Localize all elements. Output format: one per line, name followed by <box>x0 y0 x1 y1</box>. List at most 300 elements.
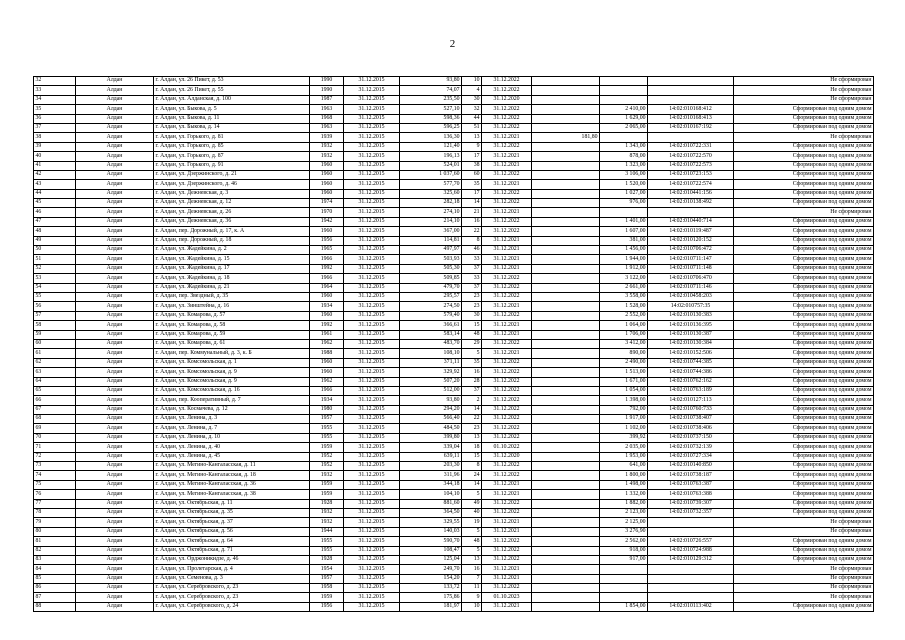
cost-cell: 917,00 <box>600 555 648 564</box>
land-status-cell: Не сформирован <box>734 95 874 104</box>
land-status-cell: Сформирован под одним домом <box>734 424 874 433</box>
cost-cell: 2 410,00 <box>600 105 648 114</box>
cost-cell: 878,00 <box>600 152 648 161</box>
date-cell: 31.12.2015 <box>344 527 400 536</box>
land-status-cell: Сформирован под одним домом <box>734 114 874 123</box>
deadline-cell: 31.12.2022 <box>482 217 532 226</box>
cost-cell: 792,00 <box>600 405 648 414</box>
cost-cell <box>600 565 648 574</box>
count-cell: 5 <box>462 546 482 555</box>
extra-value-cell: 181,80 <box>532 133 600 142</box>
cadastral-number-cell <box>648 133 734 142</box>
table-row <box>34 396 874 405</box>
count-cell: 5 <box>462 349 482 358</box>
row-number-cell: 63 <box>34 368 76 377</box>
address-cell: г. Алдан, ул. Октябрьская, д. 71 <box>154 546 310 555</box>
deadline-cell: 31.12.2022 <box>482 396 532 405</box>
date-cell: 31.12.2015 <box>344 330 400 339</box>
cadastral-number-cell <box>648 574 734 583</box>
table-row <box>34 424 874 433</box>
date-cell: 31.12.2015 <box>344 433 400 442</box>
count-cell: 37 <box>462 283 482 292</box>
row-number-cell: 77 <box>34 499 76 508</box>
date-cell: 31.12.2015 <box>344 452 400 461</box>
count-cell: 37 <box>462 264 482 273</box>
row-number-cell: 33 <box>34 86 76 95</box>
build-year-cell: 1960 <box>310 161 344 170</box>
city-cell: Алдан <box>76 377 154 386</box>
date-cell: 31.12.2015 <box>344 123 400 132</box>
date-cell: 31.12.2015 <box>344 415 400 424</box>
cadastral-number-cell: 14:02:010744:386 <box>648 368 734 377</box>
cadastral-number-cell: 14:02:010732:139 <box>648 443 734 452</box>
area-cell: 196,13 <box>400 152 462 161</box>
row-number-cell: 56 <box>34 302 76 311</box>
deadline-cell: 31.12.2021 <box>482 330 532 339</box>
count-cell: 14 <box>462 480 482 489</box>
build-year-cell: 1959 <box>310 593 344 602</box>
row-number-cell: 51 <box>34 255 76 264</box>
build-year-cell: 1944 <box>310 527 344 536</box>
table-row <box>34 227 874 236</box>
area-cell: 108,47 <box>400 546 462 555</box>
land-status-cell: Сформирован под одним домом <box>734 499 874 508</box>
date-cell: 31.12.2015 <box>344 349 400 358</box>
cost-cell: 2 562,00 <box>600 537 648 546</box>
extra-value-cell <box>532 415 600 424</box>
extra-value-cell <box>532 584 600 593</box>
city-cell: Алдан <box>76 471 154 480</box>
extra-value-cell <box>532 227 600 236</box>
city-cell: Алдан <box>76 405 154 414</box>
address-cell: г. Алдан, ул. Октябрьская, д. 56 <box>154 527 310 536</box>
area-cell: 596,25 <box>400 123 462 132</box>
city-cell: Алдан <box>76 433 154 442</box>
land-status-cell: Сформирован под одним домом <box>734 283 874 292</box>
land-status-cell: Не сформирован <box>734 574 874 583</box>
area-cell: 133,72 <box>400 584 462 593</box>
address-cell: г. Алдан, ул. Комарова, д. 57 <box>154 311 310 320</box>
build-year-cell: 1962 <box>310 339 344 348</box>
count-cell: 22 <box>462 415 482 424</box>
count-cell: 17 <box>462 189 482 198</box>
land-status-cell: Сформирован под одним домом <box>734 602 874 611</box>
cost-cell: 1 398,00 <box>600 396 648 405</box>
table-row <box>34 377 874 386</box>
land-status-cell: Сформирован под одним домом <box>734 199 874 208</box>
table-row <box>34 189 874 198</box>
city-cell: Алдан <box>76 339 154 348</box>
deadline-cell: 31.12.2021 <box>482 133 532 142</box>
cadastral-number-cell: 14:02:010711:147 <box>648 255 734 264</box>
extra-value-cell <box>532 86 600 95</box>
build-year-cell: 1955 <box>310 424 344 433</box>
deadline-cell: 31.12.2022 <box>482 105 532 114</box>
address-cell: г. Алдан, ул. Пролетарская, д. 4 <box>154 565 310 574</box>
land-status-cell: Сформирован под одним домом <box>734 480 874 489</box>
table-row <box>34 86 874 95</box>
land-status-cell: Сформирован под одним домом <box>734 123 874 132</box>
extra-value-cell <box>532 217 600 226</box>
deadline-cell: 31.12.2022 <box>482 170 532 179</box>
cadastral-number-cell: 14:02:010138:492 <box>648 199 734 208</box>
area-cell: 1 037,60 <box>400 170 462 179</box>
row-number-cell: 59 <box>34 330 76 339</box>
build-year-cell: 1956 <box>310 602 344 611</box>
city-cell: Алдан <box>76 462 154 471</box>
extra-value-cell <box>532 555 600 564</box>
city-cell: Алдан <box>76 415 154 424</box>
deadline-cell: 31.12.2022 <box>482 377 532 386</box>
build-year-cell: 1966 <box>310 386 344 395</box>
build-year-cell: 1928 <box>310 499 344 508</box>
address-cell: г. Алдан, ул. Быкова, д. 14 <box>154 123 310 132</box>
table-row <box>34 283 874 292</box>
land-status-cell: Сформирован под одним домом <box>734 358 874 367</box>
area-cell: 639,11 <box>400 452 462 461</box>
area-cell: 507,20 <box>400 377 462 386</box>
address-cell: г. Алдан, пер. Звездный, д. 35 <box>154 292 310 301</box>
row-number-cell: 43 <box>34 180 76 189</box>
housing-register-table <box>33 76 874 612</box>
area-cell: 881,60 <box>400 499 462 508</box>
table-row <box>34 170 874 179</box>
land-status-cell: Сформирован под одним домом <box>734 217 874 226</box>
table-row <box>34 546 874 555</box>
build-year-cell: 1988 <box>310 349 344 358</box>
address-cell: г. Алдан, пер. Коммунальный, д. 3, к. Б <box>154 349 310 358</box>
city-cell: Алдан <box>76 180 154 189</box>
area-cell: 181,97 <box>400 602 462 611</box>
area-cell: 512,00 <box>400 386 462 395</box>
row-number-cell: 72 <box>34 452 76 461</box>
area-cell: 579,40 <box>400 311 462 320</box>
extra-value-cell <box>532 236 600 245</box>
city-cell: Алдан <box>76 443 154 452</box>
table-row <box>34 321 874 330</box>
table-row <box>34 349 874 358</box>
deadline-cell: 31.12.2021 <box>482 255 532 264</box>
land-status-cell: Не сформирован <box>734 565 874 574</box>
city-cell: Алдан <box>76 264 154 273</box>
build-year-cell: 1932 <box>310 142 344 151</box>
row-number-cell: 67 <box>34 405 76 414</box>
land-status-cell: Не сформирован <box>734 208 874 217</box>
cadastral-number-cell: 14:02:010130:384 <box>648 339 734 348</box>
extra-value-cell <box>532 349 600 358</box>
count-cell: 23 <box>462 424 482 433</box>
row-number-cell: 41 <box>34 161 76 170</box>
build-year-cell: 1974 <box>310 199 344 208</box>
count-cell: 46 <box>462 246 482 255</box>
area-cell: 108,10 <box>400 349 462 358</box>
city-cell: Алдан <box>76 480 154 489</box>
area-cell: 524,01 <box>400 161 462 170</box>
count-cell: 16 <box>462 217 482 226</box>
cost-cell: 1 102,00 <box>600 424 648 433</box>
cadastral-number-cell: 14:02:010727:334 <box>648 452 734 461</box>
table-row <box>34 123 874 132</box>
build-year-cell: 1958 <box>310 584 344 593</box>
cost-cell: 1 027,00 <box>600 189 648 198</box>
city-cell: Алдан <box>76 424 154 433</box>
cost-cell: 1 854,00 <box>600 602 648 611</box>
date-cell: 31.12.2015 <box>344 170 400 179</box>
cadastral-number-cell: 14:02:010722:574 <box>648 180 734 189</box>
address-cell: г. Алдан, пер. Дорожный, д. 17, к. А <box>154 227 310 236</box>
area-cell: 214,10 <box>400 217 462 226</box>
build-year-cell: 1963 <box>310 123 344 132</box>
row-number-cell: 45 <box>34 199 76 208</box>
address-cell: г. Алдан, ул. Жадейкина, д. 18 <box>154 274 310 283</box>
land-status-cell: Сформирован под одним домом <box>734 452 874 461</box>
city-cell: Алдан <box>76 208 154 217</box>
city-cell: Алдан <box>76 574 154 583</box>
address-cell: г. Алдан, ул. Комарова, д. 58 <box>154 321 310 330</box>
cost-cell <box>600 574 648 583</box>
cadastral-number-cell: 14:02:010152:506 <box>648 349 734 358</box>
area-cell: 497,97 <box>400 246 462 255</box>
land-status-cell: Сформирован под одним домом <box>734 386 874 395</box>
cost-cell: 976,00 <box>600 199 648 208</box>
deadline-cell: 31.12.2021 <box>482 349 532 358</box>
deadline-cell: 31.12.2021 <box>482 264 532 273</box>
cost-cell: 1 528,00 <box>600 302 648 311</box>
deadline-cell: 31.12.2022 <box>482 386 532 395</box>
area-cell: 203,30 <box>400 462 462 471</box>
address-cell: г. Алдан, ул. Серебровского, д. 23 <box>154 584 310 593</box>
cost-cell: 399,92 <box>600 433 648 442</box>
city-cell: Алдан <box>76 358 154 367</box>
extra-value-cell <box>532 292 600 301</box>
count-cell: 60 <box>462 170 482 179</box>
date-cell: 31.12.2015 <box>344 480 400 489</box>
build-year-cell: 1960 <box>310 311 344 320</box>
cadastral-number-cell: 14:02:010763:388 <box>648 490 734 499</box>
deadline-cell: 31.12.2022 <box>482 86 532 95</box>
cost-cell: 1 513,00 <box>600 368 648 377</box>
build-year-cell: 1955 <box>310 433 344 442</box>
cadastral-number-cell: 14:02:010113:402 <box>648 602 734 611</box>
extra-value-cell <box>532 339 600 348</box>
cost-cell: 1 917,00 <box>600 415 648 424</box>
land-status-cell: Сформирован под одним домом <box>734 508 874 517</box>
count-cell: 30 <box>462 95 482 104</box>
table-row <box>34 527 874 536</box>
build-year-cell: 1956 <box>310 236 344 245</box>
table-row <box>34 462 874 471</box>
deadline-cell: 31.12.2021 <box>482 302 532 311</box>
table-row <box>34 405 874 414</box>
extra-value-cell <box>532 358 600 367</box>
extra-value-cell <box>532 264 600 273</box>
address-cell: г. Алдан, ул. Комсомольская, д. 1 <box>154 358 310 367</box>
area-cell: 367,00 <box>400 227 462 236</box>
extra-value-cell <box>532 77 600 86</box>
extra-value-cell <box>532 471 600 480</box>
cadastral-number-cell <box>648 208 734 217</box>
count-cell: 49 <box>462 499 482 508</box>
count-cell: 29 <box>462 339 482 348</box>
deadline-cell: 31.12.2022 <box>482 424 532 433</box>
extra-value-cell <box>532 499 600 508</box>
deadline-cell: 31.12.2021 <box>482 574 532 583</box>
build-year-cell: 1942 <box>310 217 344 226</box>
address-cell: г. Алдан, ул. Зинштейна, д. 16 <box>154 302 310 311</box>
row-number-cell: 32 <box>34 77 76 86</box>
build-year-cell: 1980 <box>310 405 344 414</box>
count-cell: 48 <box>462 537 482 546</box>
city-cell: Алдан <box>76 386 154 395</box>
land-status-cell: Сформирован под одним домом <box>734 490 874 499</box>
address-cell: г. Алдан, ул. Жадейкина, д. 21 <box>154 283 310 292</box>
table-row <box>34 311 874 320</box>
deadline-cell: 31.12.2021 <box>482 152 532 161</box>
address-cell: г. Алдан, ул. Комарова, д. 61 <box>154 339 310 348</box>
city-cell: Алдан <box>76 452 154 461</box>
address-cell: г. Алдан, ул. Дежневская, д. 12 <box>154 199 310 208</box>
city-cell: Алдан <box>76 292 154 301</box>
count-cell: 13 <box>462 133 482 142</box>
cadastral-number-cell: 14:02:010760:733 <box>648 405 734 414</box>
address-cell: г. Алдан, ул. Горького, д. 91 <box>154 161 310 170</box>
deadline-cell: 31.12.2022 <box>482 537 532 546</box>
cadastral-number-cell: 14:02:010140:850 <box>648 462 734 471</box>
deadline-cell: 31.12.2022 <box>482 199 532 208</box>
address-cell: г. Алдан, ул. Ленина, д. 10 <box>154 433 310 442</box>
cost-cell: 1 323,00 <box>600 161 648 170</box>
land-status-cell: Сформирован под одним домом <box>734 349 874 358</box>
extra-value-cell <box>532 377 600 386</box>
extra-value-cell <box>532 443 600 452</box>
area-cell: 274,50 <box>400 302 462 311</box>
address-cell: г. Алдан, ул. 26 Пикет, д. 53 <box>154 77 310 86</box>
area-cell: 484,50 <box>400 424 462 433</box>
cadastral-number-cell: 14:02:010738:406 <box>648 424 734 433</box>
date-cell: 31.12.2015 <box>344 339 400 348</box>
build-year-cell: 1932 <box>310 518 344 527</box>
build-year-cell: 1932 <box>310 508 344 517</box>
city-cell: Алдан <box>76 227 154 236</box>
cadastral-number-cell: 14:02:010130:383 <box>648 311 734 320</box>
address-cell: г. Алдан, ул. Дзержинского, д. 21 <box>154 170 310 179</box>
land-status-cell: Сформирован под одним домом <box>734 415 874 424</box>
city-cell: Алдан <box>76 302 154 311</box>
date-cell: 31.12.2015 <box>344 227 400 236</box>
build-year-cell: 1987 <box>310 95 344 104</box>
extra-value-cell <box>532 565 600 574</box>
cadastral-number-cell <box>648 86 734 95</box>
area-cell: 282,18 <box>400 199 462 208</box>
address-cell: г. Алдан, ул. 26 Пикет, д. 55 <box>154 86 310 95</box>
count-cell: 2 <box>462 396 482 405</box>
build-year-cell: 1952 <box>310 462 344 471</box>
deadline-cell: 31.12.2022 <box>482 499 532 508</box>
row-number-cell: 78 <box>34 508 76 517</box>
row-number-cell: 88 <box>34 602 76 611</box>
address-cell: г. Алдан, ул. Быкова, д. 11 <box>154 114 310 123</box>
extra-value-cell <box>532 170 600 179</box>
date-cell: 31.12.2015 <box>344 471 400 480</box>
row-number-cell: 55 <box>34 292 76 301</box>
count-cell: 16 <box>462 368 482 377</box>
area-cell: 329,55 <box>400 518 462 527</box>
cadastral-number-cell: 14:02:010441:156 <box>648 189 734 198</box>
area-cell: 583,14 <box>400 330 462 339</box>
row-number-cell: 54 <box>34 283 76 292</box>
cost-cell: 3 106,00 <box>600 170 648 179</box>
deadline-cell: 31.12.2021 <box>482 208 532 217</box>
deadline-cell: 31.12.2022 <box>482 555 532 564</box>
cost-cell <box>600 77 648 86</box>
cost-cell: 3 558,00 <box>600 292 648 301</box>
row-number-cell: 80 <box>34 527 76 536</box>
table-row <box>34 208 874 217</box>
land-status-cell: Не сформирован <box>734 593 874 602</box>
deadline-cell: 31.12.2022 <box>482 358 532 367</box>
city-cell: Алдан <box>76 368 154 377</box>
table-row <box>34 537 874 546</box>
area-cell: 399,80 <box>400 433 462 442</box>
deadline-cell: 31.12.2022 <box>482 415 532 424</box>
count-cell: 40 <box>462 508 482 517</box>
row-number-cell: 84 <box>34 565 76 574</box>
land-status-cell: Не сформирован <box>734 527 874 536</box>
row-number-cell: 69 <box>34 424 76 433</box>
land-status-cell: Сформирован под одним домом <box>734 161 874 170</box>
extra-value-cell <box>532 246 600 255</box>
deadline-cell: 31.12.2022 <box>482 368 532 377</box>
city-cell: Алдан <box>76 86 154 95</box>
land-status-cell: Сформирован под одним домом <box>734 368 874 377</box>
area-cell: 527,10 <box>400 105 462 114</box>
cost-cell: 3 122,00 <box>600 274 648 283</box>
cost-cell: 1 332,00 <box>600 490 648 499</box>
build-year-cell: 1932 <box>310 471 344 480</box>
cost-cell: 1 401,00 <box>600 217 648 226</box>
cadastral-number-cell <box>648 565 734 574</box>
extra-value-cell <box>532 180 600 189</box>
count-cell: 10 <box>462 77 482 86</box>
date-cell: 31.12.2015 <box>344 555 400 564</box>
date-cell: 31.12.2015 <box>344 114 400 123</box>
extra-value-cell <box>532 302 600 311</box>
count-cell: 18 <box>462 443 482 452</box>
deadline-cell: 31.12.2022 <box>482 405 532 414</box>
date-cell: 31.12.2015 <box>344 311 400 320</box>
city-cell: Алдан <box>76 565 154 574</box>
build-year-cell: 1992 <box>310 321 344 330</box>
area-cell: 140,03 <box>400 527 462 536</box>
build-year-cell: 1960 <box>310 170 344 179</box>
cost-cell: 918,00 <box>600 546 648 555</box>
address-cell: г. Алдан, ул. Жадейкина, д. 2 <box>154 246 310 255</box>
date-cell: 31.12.2015 <box>344 217 400 226</box>
row-number-cell: 39 <box>34 142 76 151</box>
land-status-cell: Сформирован под одним домом <box>734 330 874 339</box>
table-row <box>34 180 874 189</box>
cadastral-number-cell: 14:02:010723:153 <box>648 170 734 179</box>
build-year-cell: 1955 <box>310 537 344 546</box>
row-number-cell: 76 <box>34 490 76 499</box>
date-cell: 31.12.2015 <box>344 274 400 283</box>
extra-value-cell <box>532 208 600 217</box>
city-cell: Алдан <box>76 95 154 104</box>
date-cell: 31.12.2015 <box>344 142 400 151</box>
deadline-cell: 31.12.2022 <box>482 471 532 480</box>
deadline-cell: 31.12.2021 <box>482 180 532 189</box>
deadline-cell: 31.12.2022 <box>482 227 532 236</box>
